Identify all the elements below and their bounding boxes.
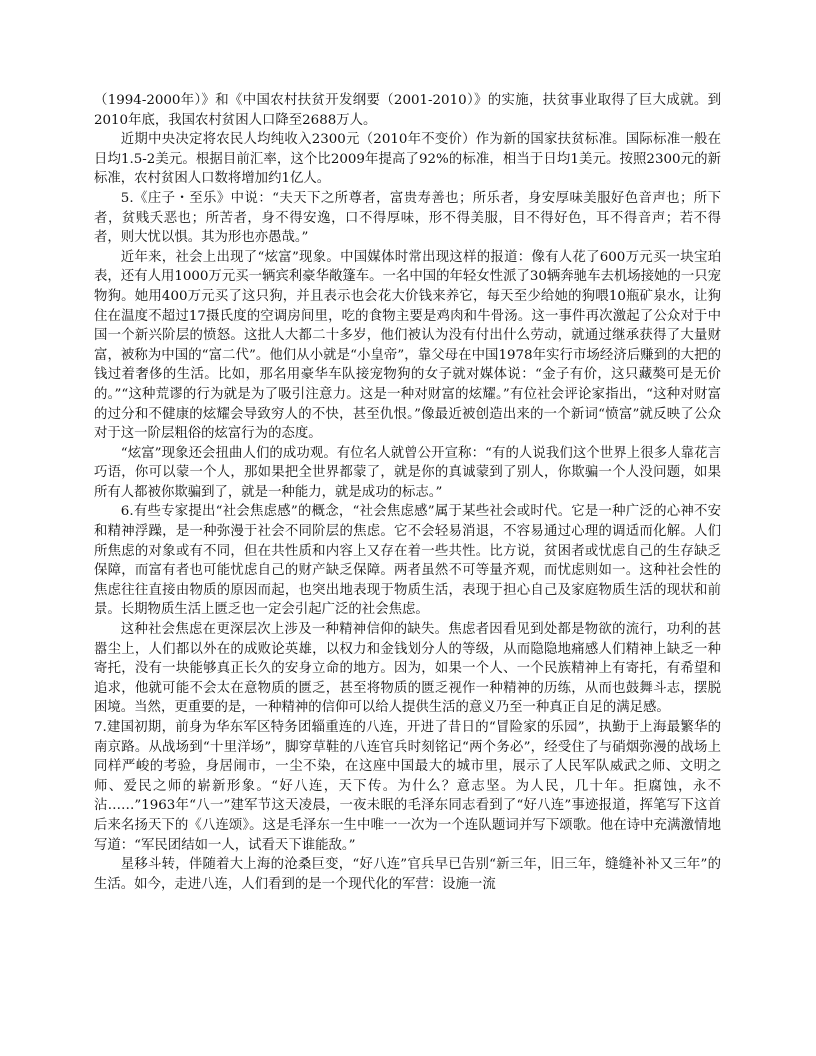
paragraph: “炫富”现象还会扭曲人们的成功观。有位名人就曾公开宣称：“有的人说我们这个世界上很多人靠花言巧语，你可以蒙一个人，那如果把全世界都蒙了，就是你的真诚蒙到了别人，你欺骗一个人没问题，如果所有人都被你欺骗到了，就是一种能力，就是成功的标志。” bbox=[94, 445, 721, 500]
paragraph: 这种社会焦虑在更深层次上涉及一种精神信仰的缺失。焦虑者因看见到处都是物欲的流行，功利的甚嚣尘上，人们都以外在的成败论英雄，以权力和金钱划分人的等级，从而隐隐地痛感人们精神上缺乏一种寄托，没有一块能够真正长久的安身立命的地方。因为，如果一个人、一个民族精神上有寄托，有希望和追求，他就可能不会太在意物质的匮乏，甚至将物质的匮乏视作一种精神的历练，从而也鼓舞斗志，摆脱困境。当然，更重要的是，一种精神的信仰可以给人提供生活的意义乃至一种真正自足的满足感。 bbox=[94, 622, 721, 716]
paragraph: 7.建国初期，前身为华东军区特务团辎重连的八连，开进了昔日的“冒险家的乐园”，执勤于上海最繁华的南京路。从战场到“十里洋场”，脚穿草鞋的八连官兵时刻铭记“两个务必”，经受住了与硝烟弥漫的战场上同样严峻的考验，身居闹市，一尘不染，在这座中国最大的城市里，展示了人民军队威武之师、文明之师、爱民之师的崭新形象。“好八连，天下传。为什么？意志坚。为人民，几十年。拒腐蚀，永不沾……”1963年“八一”建军节这天凌晨，一夜未眠的毛泽东同志看到了“好八连”事迹报道，挥笔写下这首后来名扬天下的《八连颂》。这是毛泽东一生中唯一一次为一个连队题词并写下颂歌。他在诗中充满激情地写道：“军民团结如一人，试看天下谁能敌。” bbox=[94, 720, 721, 853]
paragraph: 6.有些专家提出“社会焦虑感”的概念，“社会焦虑感”属于某些社会或时代。它是一种广泛的心神不安和精神浮躁，是一种弥漫于社会不同阶层的焦虑。它不会轻易消退，不容易通过心理的调适而化解。人们所焦虑的对象或有不同，但在共性质和内容上又存在着一些共性。比方说，贫困者或忧虑自己的生存缺乏保障，而富有者也可能忧虑自己的财产缺乏保障。两者虽然不可等量齐观，而忧虑则如一。这种社会性的焦虑往往直接由物质的原因而起，也突出地表现于物质生活，表现于担心自己及家庭物质生活的现状和前景。长期物质生活上匮乏也一定会引起广泛的社会焦虑。 bbox=[94, 504, 721, 618]
paragraph: 星移斗转，伴随着大上海的沧桑巨变，“好八连”官兵早已告别“新三年，旧三年，缝缝补补又三年”的生活。如今，走进八连，人们看到的是一个现代化的军营：设施一流 bbox=[94, 857, 721, 892]
document-body bbox=[94, 91, 721, 894]
paragraph: 近年来，社会上出现了“炫富”现象。中国媒体时常出现这样的报道：像有人花了600万元买一块宝珀表，还有人用1000万元买一辆宾利豪华敞篷车。一名中国的年轻女性派了30辆奔驰车去机场接她的一只宠物狗。她用400万元买了这只狗，并且表示也会花大价钱来养它，每天至少给她的狗喂10瓶矿泉水，让狗住在温度不超过17摄氏度的空调房间里，吃的食物主要是鸡肉和牛骨汤。这一事件再次激起了公众对于中国一个新兴阶层的愤怒。这批人大都二十多岁，他们被认为没有付出什么劳动，就通过继承获得了大量财富，被称为中国的“富二代”。他们从小就是“小皇帝”，靠父母在中国1978年实行市场经济后赚到的大把的钱过着奢侈的生活。比如，那名用豪华车队接宠物狗的女子就对媒体说：“金子有价，这只藏獒可是无价的。”“这种荒谬的行为就是为了吸引注意力。这是一种对财富的炫耀。”有位社会评论家指出，“这种对财富的过分和不健康的炫耀会导致穷人的不快，甚至仇恨。”像最近被创造出来的一个新词“愤富”就反映了公众对于这一阶层粗俗的炫富行为的态度。 bbox=[94, 249, 721, 442]
paragraph: （1994-2000年）》和《中国农村扶贫开发纲要（2001-2010）》的实施，扶贫事业取得了巨大成就。到2010年底，我国农村贫困人口降至2688万人。 bbox=[94, 93, 721, 128]
paragraph: 5.《庄子・至乐》中说：“夫天下之所尊者，富贵寿善也；所乐者，身安厚味美服好色音声也；所下者，贫贱夭恶也；所苦者，身不得安逸，口不得厚味，形不得美服，目不得好色，耳不得音声；若不得者，则大忧以惧。其为形也亦愚哉。” bbox=[94, 190, 721, 246]
paragraph: 近期中央决定将农民人均纯收入2300元（2010年不变价）作为新的国家扶贫标准。国际标准一般在日均1.5-2美元。根据目前汇率，这个比2009年提高了92%的标准，相当于日均1美元。按照2300元的新标准，农村贫困人口数将增加约1亿人。 bbox=[94, 132, 721, 187]
